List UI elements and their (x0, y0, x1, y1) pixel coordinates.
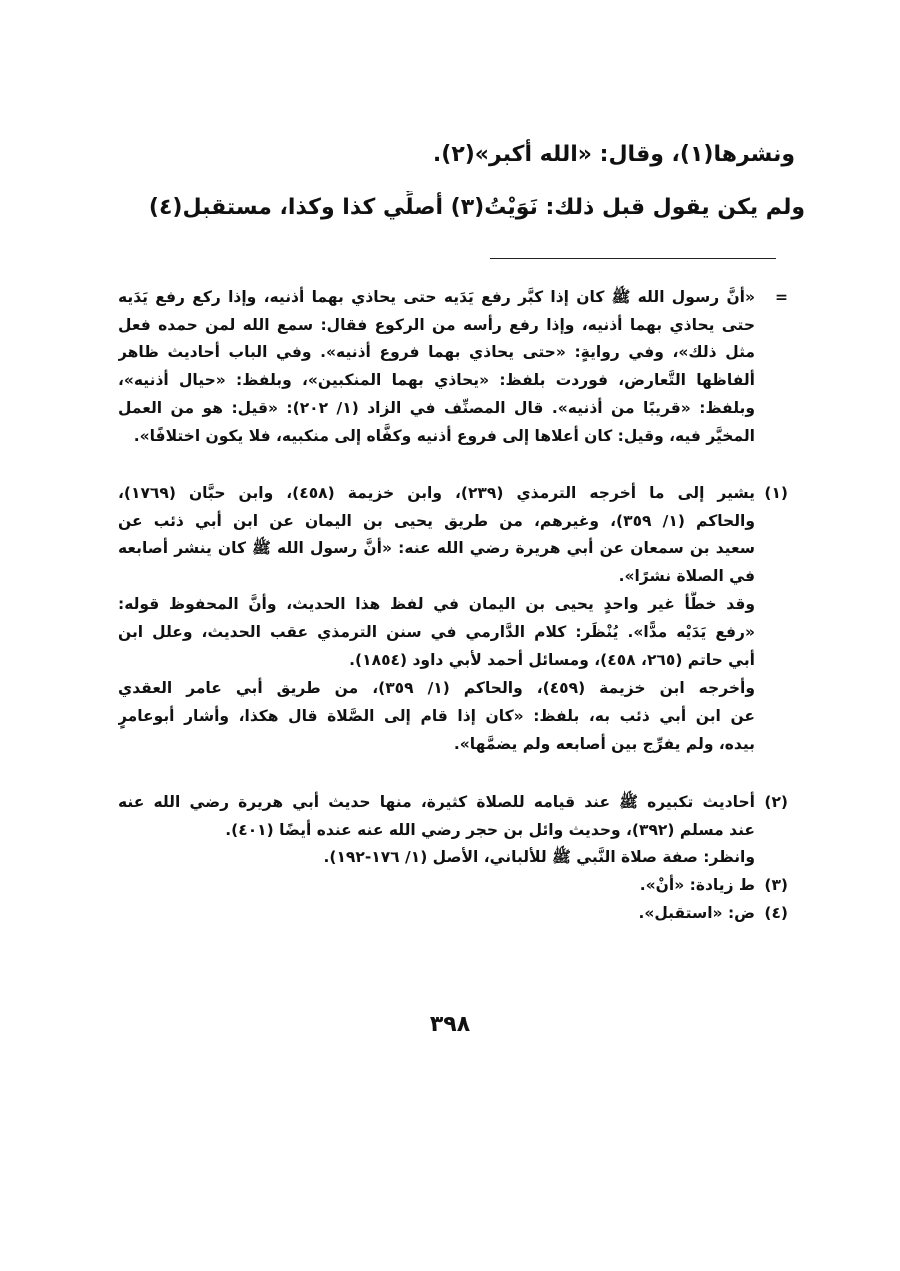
footnote-line: عن ابن أبي ذئب به، بلفظ: «كان إذا قام إلى الصَّلاة قال هكذا، وأشار أبوعامرٍ (118, 707, 755, 725)
footnote-marker-1: (١) (764, 484, 788, 502)
footnote-line: وأخرجه ابن خزيمة (٤٥٩)، والحاكم (١/ ٣٥٩)، من طريق أبي عامر العقدي (118, 679, 755, 697)
footnote-line: «أنَّ رسول الله ﷺ كان إذا كبَّر رفع يَدَيه حتى يحاذي بهما أذنيه، وإذا ركع رفع يَدَيه (118, 288, 755, 306)
footnote-line: سعيد بن سمعان عن أبي هريرة رضي الله عنه: «أنَّ رسول الله ﷺ كان ينشر أصابعه (118, 539, 755, 557)
footnote-line: مثل ذلك»، وفي روايةٍ: «حتى يحاذي بهما فروع أذنيه». وفي الباب أحاديث ظاهر (118, 343, 755, 361)
footnote-line: أحاديث تكبيره ﷺ عند قيامه للصلاة كثيرة، منها حديث أبي هريرة رضي الله عنه (118, 793, 755, 811)
footnote-line: يشير إلى ما أخرجه الترمذي (٢٣٩)، وابن خزيمة (٤٥٨)، وابن حبَّان (١٧٦٩)، (118, 484, 755, 502)
footnote-line: وبلفظ: «قريبًا من أذنيه». قال المصنِّف في الزاد (١/ ٢٠٢): «قيل: هو من العمل (118, 399, 755, 417)
footnote-line: بيده، ولم يفرِّج بين أصابعه ولم يضمَّها». (453, 735, 755, 753)
main-text-line: ونشرها(١)، وقال: «الله أكبر»(٢). (432, 142, 795, 167)
footnote-line: وقد خطَّأ غير واحدٍ يحيى بن اليمان في لفظ هذا الحديث، وأنَّ المحفوظ قوله: (118, 595, 755, 613)
footnote-line: المخيَّر فيه، وقيل: كان أعلاها إلى فروع أذنيه وكفَّاه إلى منكبيه، فلا يكون اختلافًا». (133, 427, 755, 445)
footnote-line: ألفاظها التَّعارض، فوردت بلفظ: «يحاذي بهما المنكبين»، وبلفظ: «حيال أذنيه»، (118, 371, 755, 389)
footnote-line: وانظر: صفة صلاة النَّبي ﷺ للألباني، الأصل (١/ ١٧٦-١٩٢). (323, 848, 755, 866)
main-text-line: ولم يكن يقول قبل ذلك: نَوَيْتُ(٣) أصلِّي كذا وكذا، مستقبل(٤) (148, 195, 805, 220)
footnote-line: والحاكم (١/ ٣٥٩)، وغيرهم، من طريق يحيى بن اليمان عن ابن أبي ذئب عن (118, 512, 755, 530)
footnote-line: ض: «استقبل». (638, 904, 755, 922)
footnote-line: ط زيادة: «أنْ». (639, 876, 755, 894)
footnote-line: عند مسلم (٣٩٢)، وحديث وائل بن حجر رضي الله عنه عنده أيضًا (٤٠١). (225, 821, 755, 839)
footnote-marker-2: (٢) (764, 793, 788, 811)
footnote-line: في الصلاة نشرًا». (618, 567, 755, 585)
footnote-marker-4: (٤) (764, 904, 788, 922)
footnote-separator (490, 258, 776, 259)
footnote-line: «رفع يَدَيْه مدًّا». يُنْظَر: كلام الدَّارمي في سنن الترمذي عقب الحديث، وعلل ابن (118, 623, 755, 641)
page-number: ٣٩٨ (429, 1012, 471, 1037)
continuation-marker: = (775, 288, 788, 306)
footnote-line: أبي حاتم (٢٦٥، ٤٥٨)، ومسائل أحمد لأبي داود (١٨٥٤). (349, 651, 755, 669)
footnote-line: حتى يحاذي بهما أذنيه، وإذا رفع رأسه من الركوع فقال: سمع الله لمن حمده فعل (118, 316, 755, 334)
footnote-marker-3: (٣) (764, 876, 788, 894)
